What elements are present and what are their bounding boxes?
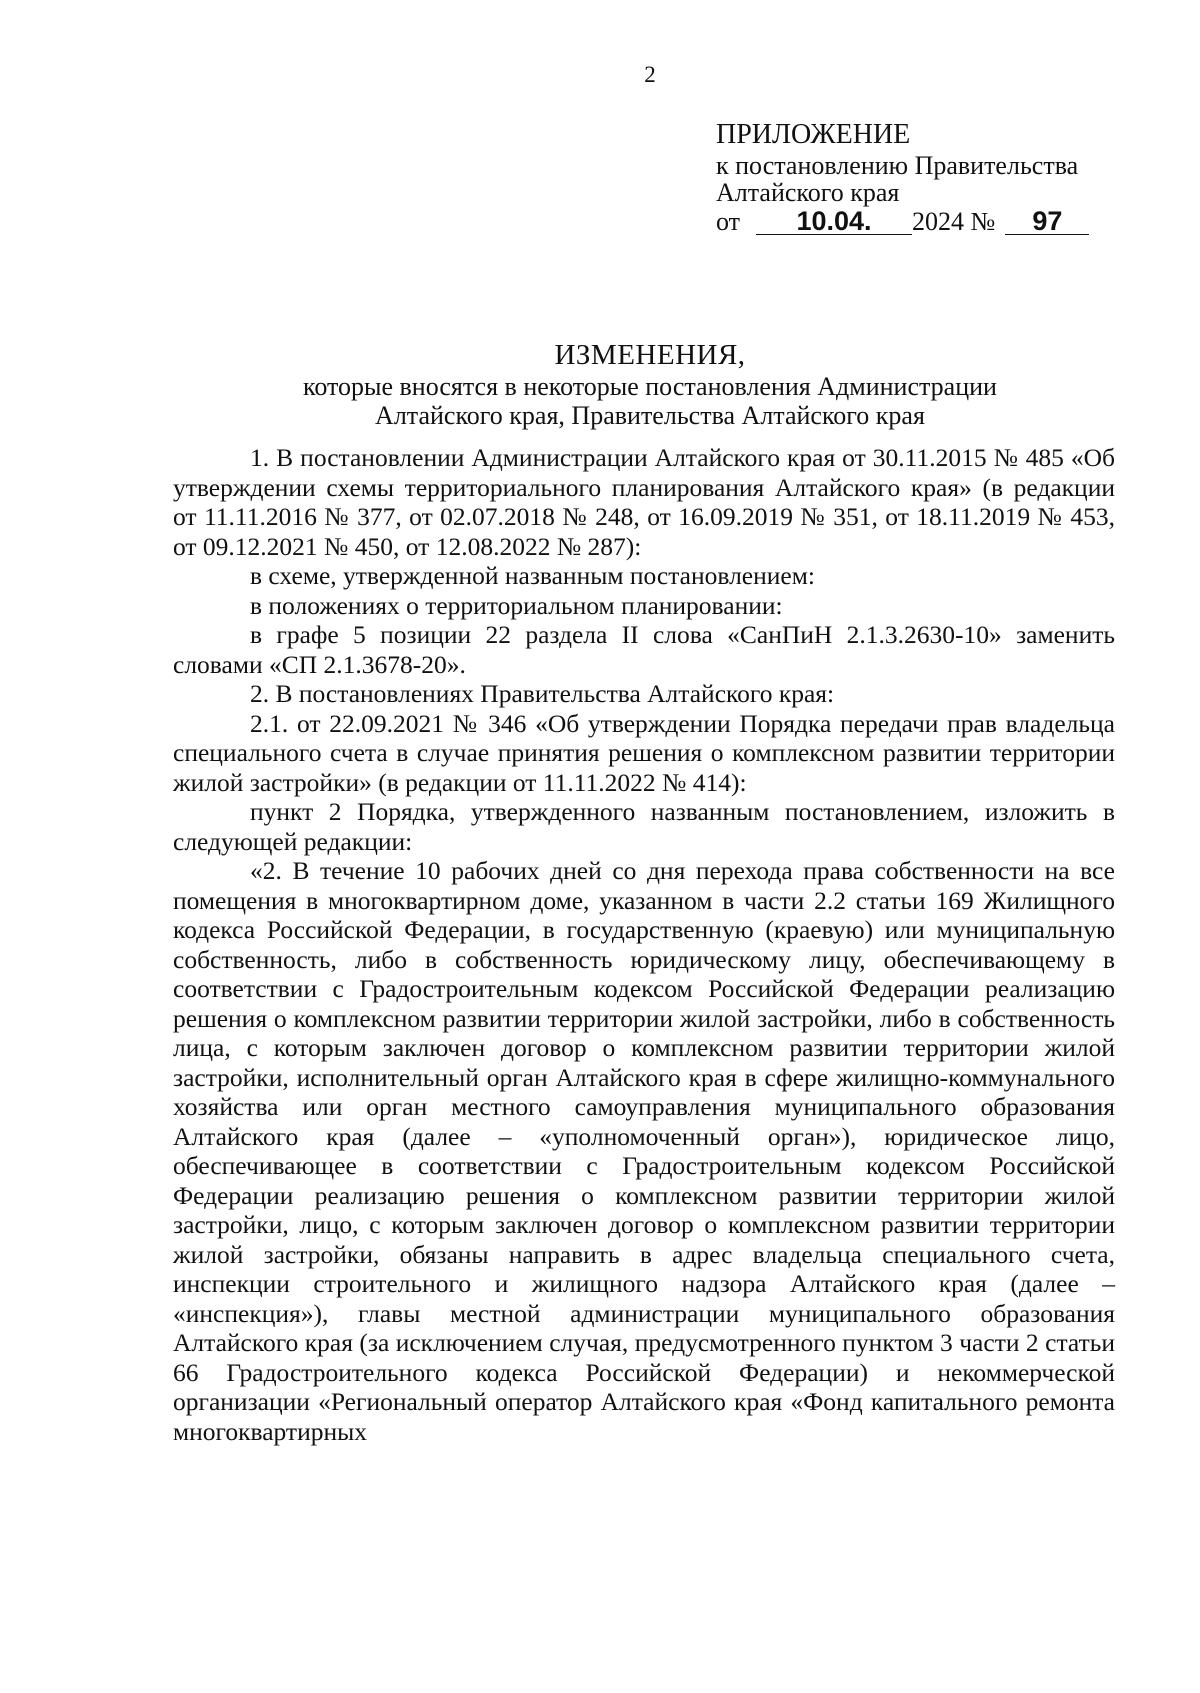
paragraph-scheme: в схеме, утвержденной названным постановлением: xyxy=(250,561,815,590)
paragraph-new-wording: «2. В течение 10 рабочих дней со дня перехода права собственности на все помещения в многоквартирном доме, указанном в части 2.2 статьи 169 Жилищного кодекса Российской Федерации, в государственную (краевую) или муниципальную собственность, либо в собственность юридическому лицу, обеспечивающему в соответствии с Градостроительным кодексом Российской Федерации реализацию решения о комплексном развитии территории жилой застройки, либо в собственность лица, с которым заключен договор о комплексном развитии территории жилой застройки, исполнительный орган Алтайского края в сфере жилищно-коммунального хозяйства или орган местного самоуправления муниципального образования Алтайского края (далее – «уполномоченный орган»), юридическое лицо, обеспечивающее в соответствии с Градостроительным кодексом Российской Федерации реализацию решения о комплексном развитии территории жилой застройки, лицо, с которым заключен договор о комплексном развитии территории жилой застройки, обязаны направить в адрес владельца специального счета, инспекции строительного и жилищного надзора Алтайского края (далее – «инспекция»), главы местной администрации муниципального образования Алтайского края (за исключением случая, предусмотренного пунктом 3 части 2 статьи 66 Градостроительного кодекса Российской Федерации) и некоммерческой организации «Региональный оператор Алтайского края «Фонд капитального ремонта многоквартирных xyxy=(173,856,1115,1446)
paragraph-column-5: в графе 5 позиции 22 раздела II слова «СанПиН 2.1.3.2630-10» заменить словами «СП 2.1.3678-20». xyxy=(173,620,1115,679)
appendix-date-line xyxy=(716,207,1136,237)
document-body xyxy=(173,443,1115,1446)
appendix-reference-line: к постановлению Правительства xyxy=(716,151,1079,180)
appendix-title: ПРИЛОЖЕНИЕ xyxy=(716,119,911,150)
decree-number: 97 xyxy=(1005,208,1089,235)
decree-date: 10.04. xyxy=(756,208,912,235)
date-prefix: от xyxy=(716,207,741,236)
paragraph-2: 2. В постановлениях Правительства Алтайского края: xyxy=(250,679,835,708)
decree-year: 2024 № xyxy=(912,207,996,236)
paragraph-point-2: пункт 2 Порядка, утвержденного названным постановлением, изложить в следующей редакции: xyxy=(173,797,1115,856)
heading-subtitle-line1: которые вносятся в некоторые постановления Администрации xyxy=(303,372,997,401)
paragraph-2-1: 2.1. от 22.09.2021 № 346 «Об утверждении Порядка передачи прав владельца специального счета в случае принятия решения о комплексном развитии территории жилой застройки» (в редакции от 11.11.2022 № 414): xyxy=(173,708,1115,797)
appendix-region-line: Алтайского края xyxy=(716,178,900,207)
page-number: 2 xyxy=(644,62,656,87)
heading-title: ИЗМЕНЕНИЯ, xyxy=(554,339,746,371)
document-heading xyxy=(200,338,1100,430)
heading-subtitle-line2: Алтайского края, Правительства Алтайского края xyxy=(375,401,925,430)
paragraph-provisions: в положениях о территориальном планировании: xyxy=(250,590,783,620)
appendix-block xyxy=(716,118,1136,237)
paragraph-1: 1. В постановлении Администрации Алтайского края от 30.11.2015 № 485 «Об утверждении схемы территориального планирования Алтайского края» (в редакции от 11.11.2016 № 377, от 02.07.2018 № 248, от 16.09.2019 № 351, от 18.11.2019 № 453, от 09.12.2021 № 450, от 12.08.2022 № 287): xyxy=(173,443,1115,561)
